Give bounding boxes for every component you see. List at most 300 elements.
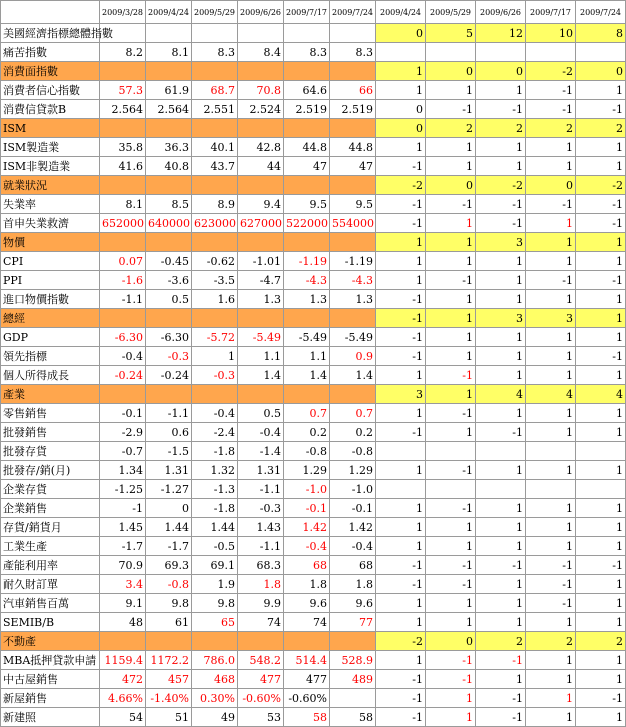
score-cell[interactable]: 1 [576, 157, 626, 176]
score-cell[interactable]: 1 [526, 347, 576, 366]
value-cell[interactable] [192, 309, 238, 328]
score-cell[interactable] [476, 480, 526, 499]
value-cell[interactable]: -1.25 [100, 480, 146, 499]
score-cell[interactable]: 1 [426, 252, 476, 271]
value-cell[interactable]: 472 [100, 670, 146, 689]
indicator-label-cell[interactable]: 工業生產 [1, 537, 100, 556]
score-cell[interactable]: 1 [476, 499, 526, 518]
value-cell[interactable] [146, 24, 192, 43]
value-cell[interactable] [146, 176, 192, 195]
score-cell[interactable] [376, 43, 426, 62]
value-cell[interactable] [192, 233, 238, 252]
value-cell[interactable] [330, 176, 376, 195]
score-cell[interactable]: -2 [376, 176, 426, 195]
value-cell[interactable] [146, 385, 192, 404]
value-cell[interactable]: 8.1 [100, 195, 146, 214]
value-cell[interactable]: 1 [192, 347, 238, 366]
score-cell[interactable]: 1 [526, 214, 576, 233]
value-cell[interactable]: -3.6 [146, 271, 192, 290]
score-cell[interactable]: -2 [576, 176, 626, 195]
value-cell[interactable]: 9.4 [238, 195, 284, 214]
value-cell[interactable]: 36.3 [146, 138, 192, 157]
score-cell[interactable]: -1 [576, 195, 626, 214]
value-cell[interactable]: -1.19 [330, 252, 376, 271]
indicator-label-cell[interactable]: ISM製造業 [1, 138, 100, 157]
score-cell[interactable]: 1 [576, 537, 626, 556]
value-cell[interactable]: 0.9 [330, 347, 376, 366]
value-cell[interactable]: 1.29 [330, 461, 376, 480]
value-cell[interactable] [238, 119, 284, 138]
score-cell[interactable]: 4 [576, 385, 626, 404]
score-cell[interactable]: 1 [476, 328, 526, 347]
value-cell[interactable]: -1.7 [146, 537, 192, 556]
score-cell[interactable]: -1 [526, 100, 576, 119]
value-cell[interactable]: 652000 [100, 214, 146, 233]
score-cell[interactable]: 1 [476, 290, 526, 309]
value-cell[interactable] [238, 632, 284, 651]
score-cell[interactable]: -1 [376, 347, 426, 366]
value-cell[interactable]: -1.1 [238, 480, 284, 499]
value-cell[interactable]: 0.5 [146, 290, 192, 309]
value-cell[interactable]: 786.0 [192, 651, 238, 670]
value-cell[interactable]: 627000 [238, 214, 284, 233]
indicator-label-cell[interactable]: 新建照 [1, 708, 100, 727]
score-cell[interactable]: 1 [426, 328, 476, 347]
value-cell[interactable]: -0.3 [146, 347, 192, 366]
value-cell[interactable]: 43.7 [192, 157, 238, 176]
value-cell[interactable]: 0.2 [284, 423, 330, 442]
score-cell[interactable]: 1 [376, 271, 426, 290]
score-cell[interactable]: 1 [526, 328, 576, 347]
value-cell[interactable]: 57.3 [100, 81, 146, 100]
value-cell[interactable]: 1.44 [192, 518, 238, 537]
value-cell[interactable]: 1.4 [284, 366, 330, 385]
value-cell[interactable]: 1.3 [238, 290, 284, 309]
value-cell[interactable]: -1.7 [100, 537, 146, 556]
value-cell[interactable] [330, 233, 376, 252]
value-cell[interactable]: 9.8 [192, 594, 238, 613]
score-cell[interactable]: 1 [426, 233, 476, 252]
value-cell[interactable]: -4.3 [330, 271, 376, 290]
score-cell[interactable]: 0 [426, 62, 476, 81]
score-cell[interactable]: 1 [526, 689, 576, 708]
score-cell[interactable]: 0 [426, 632, 476, 651]
value-cell[interactable]: 8.3 [330, 43, 376, 62]
score-cell[interactable]: -2 [476, 176, 526, 195]
value-cell[interactable]: -0.4 [238, 423, 284, 442]
score-cell[interactable]: -1 [426, 499, 476, 518]
value-cell[interactable]: 1.4 [330, 366, 376, 385]
score-cell[interactable] [526, 442, 576, 461]
score-cell[interactable]: -2 [526, 62, 576, 81]
value-cell[interactable]: -1.1 [238, 537, 284, 556]
score-cell[interactable]: 0 [376, 100, 426, 119]
score-cell[interactable]: 1 [376, 366, 426, 385]
value-cell[interactable] [192, 385, 238, 404]
indicator-label-cell[interactable]: 新屋銷售 [1, 689, 100, 708]
score-cell[interactable]: -1 [576, 556, 626, 575]
score-cell[interactable]: 1 [476, 461, 526, 480]
score-cell[interactable]: -1 [576, 100, 626, 119]
value-cell[interactable]: 74 [284, 613, 330, 632]
score-cell[interactable]: 1 [526, 499, 576, 518]
score-cell[interactable]: -1 [376, 309, 426, 328]
value-cell[interactable]: 1.9 [192, 575, 238, 594]
value-cell[interactable]: 9.1 [100, 594, 146, 613]
score-cell[interactable] [576, 43, 626, 62]
date-header-cell[interactable]: 2009/5/29 [426, 1, 476, 24]
score-cell[interactable]: -1 [376, 290, 426, 309]
score-cell[interactable]: -1 [526, 594, 576, 613]
score-cell[interactable]: 1 [576, 708, 626, 727]
score-cell[interactable]: 1 [576, 328, 626, 347]
indicator-label-cell[interactable]: 產業 [1, 385, 100, 404]
indicator-label-cell[interactable]: 領先指標 [1, 347, 100, 366]
indicator-label-cell[interactable]: 首申失業救濟 [1, 214, 100, 233]
value-cell[interactable]: 1.4 [238, 366, 284, 385]
value-cell[interactable]: -0.3 [238, 499, 284, 518]
value-cell[interactable]: 9.6 [330, 594, 376, 613]
indicator-label-cell[interactable]: 消費信貸款B [1, 100, 100, 119]
score-cell[interactable]: 8 [576, 24, 626, 43]
score-cell[interactable]: 1 [426, 138, 476, 157]
score-cell[interactable]: 1 [526, 404, 576, 423]
value-cell[interactable]: 47 [284, 157, 330, 176]
value-cell[interactable]: 9.8 [146, 594, 192, 613]
indicator-label-cell[interactable]: 總經 [1, 309, 100, 328]
score-cell[interactable]: 1 [476, 613, 526, 632]
value-cell[interactable] [238, 24, 284, 43]
value-cell[interactable] [284, 119, 330, 138]
value-cell[interactable] [100, 176, 146, 195]
value-cell[interactable]: 1.1 [284, 347, 330, 366]
value-cell[interactable]: 1.31 [238, 461, 284, 480]
date-header-cell[interactable]: 2009/7/17 [526, 1, 576, 24]
score-cell[interactable]: 1 [576, 423, 626, 442]
score-cell[interactable]: 1 [376, 81, 426, 100]
score-cell[interactable]: 1 [376, 461, 426, 480]
score-cell[interactable]: 1 [376, 138, 426, 157]
value-cell[interactable]: -1.8 [192, 499, 238, 518]
value-cell[interactable]: -0.4 [284, 537, 330, 556]
score-cell[interactable]: 1 [526, 252, 576, 271]
score-cell[interactable] [426, 480, 476, 499]
value-cell[interactable]: 1172.2 [146, 651, 192, 670]
value-cell[interactable]: -1.4 [238, 442, 284, 461]
value-cell[interactable]: -0.24 [100, 366, 146, 385]
indicator-label-cell[interactable]: 零售銷售 [1, 404, 100, 423]
value-cell[interactable]: 0.6 [146, 423, 192, 442]
value-cell[interactable] [330, 24, 376, 43]
score-cell[interactable]: 1 [476, 271, 526, 290]
date-header-cell[interactable]: 2009/7/17 [284, 1, 330, 24]
date-header-cell[interactable]: 2009/7/24 [576, 1, 626, 24]
score-cell[interactable]: 1 [476, 157, 526, 176]
value-cell[interactable]: 68.7 [192, 81, 238, 100]
score-cell[interactable]: 1 [426, 214, 476, 233]
score-cell[interactable]: 1 [476, 537, 526, 556]
value-cell[interactable]: -0.8 [284, 442, 330, 461]
score-cell[interactable]: 3 [526, 309, 576, 328]
value-cell[interactable] [284, 233, 330, 252]
indicator-label-cell[interactable]: 汽車銷售百萬 [1, 594, 100, 613]
value-cell[interactable]: 42.8 [238, 138, 284, 157]
value-cell[interactable]: -2.4 [192, 423, 238, 442]
score-cell[interactable]: -1 [526, 575, 576, 594]
indicator-label-cell[interactable]: 產能利用率 [1, 556, 100, 575]
score-cell[interactable]: 1 [526, 613, 576, 632]
value-cell[interactable] [192, 176, 238, 195]
score-cell[interactable]: 1 [526, 423, 576, 442]
score-cell[interactable]: 1 [526, 708, 576, 727]
value-cell[interactable] [284, 62, 330, 81]
value-cell[interactable]: 8.1 [146, 43, 192, 62]
value-cell[interactable] [330, 385, 376, 404]
value-cell[interactable]: 1.44 [146, 518, 192, 537]
value-cell[interactable]: -0.1 [330, 499, 376, 518]
value-cell[interactable]: -0.8 [146, 575, 192, 594]
score-cell[interactable]: 1 [476, 347, 526, 366]
value-cell[interactable]: -1.3 [192, 480, 238, 499]
score-cell[interactable]: -1 [526, 271, 576, 290]
value-cell[interactable]: 9.9 [238, 594, 284, 613]
score-cell[interactable]: -1 [576, 214, 626, 233]
score-cell[interactable]: 1 [426, 290, 476, 309]
score-cell[interactable]: 0 [576, 62, 626, 81]
score-cell[interactable] [426, 442, 476, 461]
value-cell[interactable]: 548.2 [238, 651, 284, 670]
score-cell[interactable]: 1 [426, 385, 476, 404]
value-cell[interactable]: 0.7 [330, 404, 376, 423]
score-cell[interactable]: -1 [426, 651, 476, 670]
score-cell[interactable]: 1 [426, 689, 476, 708]
value-cell[interactable]: 477 [238, 670, 284, 689]
value-cell[interactable]: 40.8 [146, 157, 192, 176]
score-cell[interactable]: 0 [526, 176, 576, 195]
score-cell[interactable]: 1 [526, 651, 576, 670]
score-cell[interactable]: 1 [526, 366, 576, 385]
value-cell[interactable]: 35.8 [100, 138, 146, 157]
value-cell[interactable]: 4.66% [100, 689, 146, 708]
value-cell[interactable] [238, 385, 284, 404]
value-cell[interactable] [238, 233, 284, 252]
score-cell[interactable]: 0 [476, 62, 526, 81]
value-cell[interactable] [192, 632, 238, 651]
score-cell[interactable]: 3 [476, 233, 526, 252]
value-cell[interactable]: 9.6 [284, 594, 330, 613]
score-cell[interactable]: 1 [576, 670, 626, 689]
score-cell[interactable]: 1 [426, 708, 476, 727]
score-cell[interactable] [526, 43, 576, 62]
value-cell[interactable]: 528.9 [330, 651, 376, 670]
score-cell[interactable]: -1 [376, 689, 426, 708]
score-cell[interactable]: 1 [376, 252, 426, 271]
value-cell[interactable]: 40.1 [192, 138, 238, 157]
value-cell[interactable]: 0.5 [238, 404, 284, 423]
score-cell[interactable]: 1 [476, 252, 526, 271]
value-cell[interactable]: 2.551 [192, 100, 238, 119]
value-cell[interactable]: 53 [238, 708, 284, 727]
score-cell[interactable]: -1 [576, 689, 626, 708]
score-cell[interactable]: 1 [426, 309, 476, 328]
score-cell[interactable]: 0 [376, 24, 426, 43]
score-cell[interactable]: 2 [526, 119, 576, 138]
value-cell[interactable]: -5.49 [330, 328, 376, 347]
score-cell[interactable]: 1 [426, 594, 476, 613]
score-cell[interactable]: 1 [576, 651, 626, 670]
value-cell[interactable] [284, 24, 330, 43]
value-cell[interactable]: 48 [100, 613, 146, 632]
indicator-label-cell[interactable]: 企業銷售 [1, 499, 100, 518]
score-cell[interactable]: -1 [576, 347, 626, 366]
value-cell[interactable]: 2.564 [100, 100, 146, 119]
indicator-label-cell[interactable]: 美國經濟指標總體指數 [1, 24, 100, 43]
score-cell[interactable]: 1 [476, 366, 526, 385]
value-cell[interactable]: 2.524 [238, 100, 284, 119]
date-header-cell[interactable]: 2009/4/24 [376, 1, 426, 24]
value-cell[interactable] [192, 119, 238, 138]
value-cell[interactable]: 1.8 [238, 575, 284, 594]
indicator-label-cell[interactable]: MBA抵押貸款申請 [1, 651, 100, 670]
value-cell[interactable]: -0.1 [100, 404, 146, 423]
value-cell[interactable]: -0.8 [330, 442, 376, 461]
indicator-label-cell[interactable]: GDP [1, 328, 100, 347]
value-cell[interactable]: -1.8 [192, 442, 238, 461]
value-cell[interactable]: -4.7 [238, 271, 284, 290]
value-cell[interactable]: -6.30 [100, 328, 146, 347]
value-cell[interactable]: 44 [238, 157, 284, 176]
value-cell[interactable]: -1.27 [146, 480, 192, 499]
indicator-label-cell[interactable]: 耐久財訂單 [1, 575, 100, 594]
value-cell[interactable]: 1.29 [284, 461, 330, 480]
score-cell[interactable]: 1 [576, 518, 626, 537]
value-cell[interactable] [330, 119, 376, 138]
value-cell[interactable]: -0.62 [192, 252, 238, 271]
value-cell[interactable]: 74 [238, 613, 284, 632]
score-cell[interactable]: -1 [426, 366, 476, 385]
value-cell[interactable]: 1.8 [284, 575, 330, 594]
value-cell[interactable] [100, 632, 146, 651]
value-cell[interactable]: 8.3 [284, 43, 330, 62]
value-cell[interactable]: -0.60% [284, 689, 330, 708]
indicator-label-cell[interactable]: 不動產 [1, 632, 100, 651]
score-cell[interactable]: 4 [526, 385, 576, 404]
value-cell[interactable]: 61.9 [146, 81, 192, 100]
score-cell[interactable]: -1 [476, 689, 526, 708]
value-cell[interactable] [330, 309, 376, 328]
value-cell[interactable]: -1 [100, 499, 146, 518]
value-cell[interactable]: 44.8 [330, 138, 376, 157]
value-cell[interactable]: 522000 [284, 214, 330, 233]
value-cell[interactable]: 0 [146, 499, 192, 518]
value-cell[interactable]: 61 [146, 613, 192, 632]
score-cell[interactable]: 1 [576, 575, 626, 594]
value-cell[interactable]: 489 [330, 670, 376, 689]
value-cell[interactable]: -0.4 [100, 347, 146, 366]
value-cell[interactable] [284, 176, 330, 195]
indicator-label-cell[interactable]: ISM [1, 119, 100, 138]
score-cell[interactable] [526, 480, 576, 499]
value-cell[interactable]: 68.3 [238, 556, 284, 575]
score-cell[interactable]: -1 [426, 100, 476, 119]
indicator-label-cell[interactable]: 失業率 [1, 195, 100, 214]
score-cell[interactable]: -1 [376, 157, 426, 176]
score-cell[interactable]: -1 [376, 214, 426, 233]
score-cell[interactable]: -1 [426, 670, 476, 689]
value-cell[interactable]: 70.9 [100, 556, 146, 575]
value-cell[interactable]: 44.8 [284, 138, 330, 157]
value-cell[interactable]: 54 [100, 708, 146, 727]
value-cell[interactable]: -1.19 [284, 252, 330, 271]
indicator-label-cell[interactable]: 企業存貨 [1, 480, 100, 499]
value-cell[interactable]: -2.9 [100, 423, 146, 442]
score-cell[interactable]: 1 [476, 670, 526, 689]
value-cell[interactable]: -1.1 [146, 404, 192, 423]
score-cell[interactable] [376, 442, 426, 461]
score-cell[interactable]: 1 [526, 157, 576, 176]
score-cell[interactable]: -2 [376, 632, 426, 651]
score-cell[interactable] [376, 480, 426, 499]
value-cell[interactable]: -6.30 [146, 328, 192, 347]
date-header-cell[interactable]: 2009/6/26 [238, 1, 284, 24]
value-cell[interactable]: 0.2 [330, 423, 376, 442]
score-cell[interactable]: -1 [376, 195, 426, 214]
score-cell[interactable]: -1 [476, 195, 526, 214]
score-cell[interactable]: 0 [426, 176, 476, 195]
score-cell[interactable]: 1 [526, 290, 576, 309]
score-cell[interactable]: 1 [526, 537, 576, 556]
value-cell[interactable] [146, 119, 192, 138]
indicator-label-cell[interactable]: 消費者信心指數 [1, 81, 100, 100]
value-cell[interactable]: 0.7 [284, 404, 330, 423]
score-cell[interactable]: -1 [476, 708, 526, 727]
score-cell[interactable]: 0 [376, 119, 426, 138]
indicator-label-cell[interactable]: 物價 [1, 233, 100, 252]
score-cell[interactable]: -1 [476, 100, 526, 119]
value-cell[interactable]: 66 [330, 81, 376, 100]
value-cell[interactable]: 41.6 [100, 157, 146, 176]
score-cell[interactable]: 1 [576, 499, 626, 518]
value-cell[interactable]: 8.3 [192, 43, 238, 62]
value-cell[interactable]: -0.4 [330, 537, 376, 556]
score-cell[interactable]: 1 [526, 518, 576, 537]
score-cell[interactable]: -1 [476, 214, 526, 233]
date-header-cell[interactable]: 2009/6/26 [476, 1, 526, 24]
value-cell[interactable]: -0.4 [192, 404, 238, 423]
value-cell[interactable]: 68 [330, 556, 376, 575]
value-cell[interactable] [146, 233, 192, 252]
score-cell[interactable]: 2 [426, 119, 476, 138]
value-cell[interactable]: 68 [284, 556, 330, 575]
value-cell[interactable] [146, 62, 192, 81]
indicator-label-cell[interactable]: 痛苦指數 [1, 43, 100, 62]
value-cell[interactable]: -0.1 [284, 499, 330, 518]
value-cell[interactable] [192, 24, 238, 43]
date-header-cell[interactable]: 2009/5/29 [192, 1, 238, 24]
score-cell[interactable]: 2 [476, 119, 526, 138]
score-cell[interactable]: 1 [576, 81, 626, 100]
score-cell[interactable]: 4 [476, 385, 526, 404]
value-cell[interactable]: 1.31 [146, 461, 192, 480]
value-cell[interactable]: 64.6 [284, 81, 330, 100]
score-cell[interactable]: 1 [476, 575, 526, 594]
score-cell[interactable]: 1 [576, 138, 626, 157]
score-cell[interactable]: -1 [376, 556, 426, 575]
value-cell[interactable] [330, 689, 376, 708]
score-cell[interactable] [476, 43, 526, 62]
score-cell[interactable]: 1 [526, 461, 576, 480]
score-cell[interactable]: 2 [476, 632, 526, 651]
